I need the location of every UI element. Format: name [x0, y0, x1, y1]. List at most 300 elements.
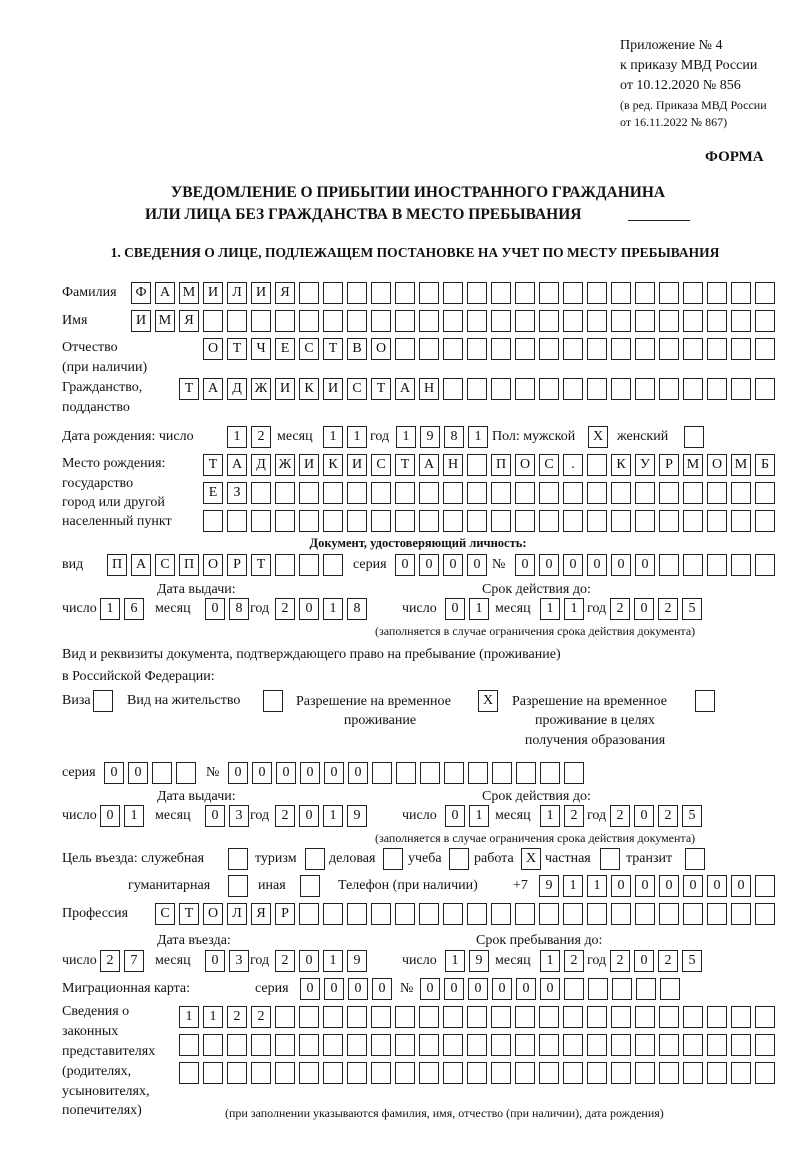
- char-box[interactable]: [539, 282, 559, 304]
- char-box[interactable]: [251, 482, 271, 504]
- trp-checkbox[interactable]: [478, 690, 502, 712]
- char-box[interactable]: [683, 1006, 703, 1028]
- char-box[interactable]: [659, 510, 679, 532]
- char-box[interactable]: [683, 378, 703, 400]
- char-box[interactable]: [659, 378, 679, 400]
- char-box[interactable]: 0: [324, 762, 344, 784]
- char-box[interactable]: [515, 903, 535, 925]
- char-box[interactable]: [563, 1034, 583, 1056]
- char-box[interactable]: [611, 1006, 631, 1028]
- char-box[interactable]: [515, 482, 535, 504]
- char-box[interactable]: [263, 690, 283, 712]
- char-box[interactable]: 0: [300, 978, 320, 1000]
- char-box[interactable]: [635, 1006, 655, 1028]
- char-box[interactable]: [491, 482, 511, 504]
- char-box[interactable]: 0: [443, 554, 463, 576]
- char-box[interactable]: [611, 510, 631, 532]
- char-box[interactable]: [755, 482, 775, 504]
- char-box[interactable]: [563, 1062, 583, 1084]
- residence-permit-checkbox[interactable]: [263, 690, 287, 712]
- dob-day-field[interactable]: [227, 426, 275, 448]
- char-box[interactable]: М: [155, 310, 175, 332]
- dob-month-field[interactable]: [323, 426, 371, 448]
- char-box[interactable]: [299, 510, 319, 532]
- char-box[interactable]: [611, 378, 631, 400]
- char-box[interactable]: [660, 978, 680, 1000]
- sex-female-checkbox[interactable]: [684, 426, 708, 448]
- char-box[interactable]: И: [251, 282, 271, 304]
- char-box[interactable]: Я: [251, 903, 271, 925]
- char-box[interactable]: Т: [251, 554, 271, 576]
- char-box[interactable]: [395, 903, 415, 925]
- char-box[interactable]: Я: [179, 310, 199, 332]
- char-box[interactable]: [539, 1062, 559, 1084]
- char-box[interactable]: [587, 482, 607, 504]
- char-box[interactable]: А: [131, 554, 151, 576]
- char-box[interactable]: И: [203, 282, 223, 304]
- char-box[interactable]: С: [155, 554, 175, 576]
- char-box[interactable]: [179, 1034, 199, 1056]
- char-box[interactable]: [444, 762, 464, 784]
- char-box[interactable]: [587, 310, 607, 332]
- char-box[interactable]: [93, 690, 113, 712]
- char-box[interactable]: [323, 903, 343, 925]
- char-box[interactable]: [299, 1034, 319, 1056]
- representatives-field-row3[interactable]: [179, 1062, 779, 1084]
- birthplace-field-row1[interactable]: [203, 454, 779, 476]
- char-box[interactable]: [275, 1006, 295, 1028]
- char-box[interactable]: 2: [275, 805, 295, 827]
- char-box[interactable]: 3: [229, 805, 249, 827]
- char-box[interactable]: [731, 510, 751, 532]
- char-box[interactable]: [419, 1062, 439, 1084]
- char-box[interactable]: И: [131, 310, 151, 332]
- char-box[interactable]: [419, 310, 439, 332]
- char-box[interactable]: [395, 510, 415, 532]
- char-box[interactable]: 1: [347, 426, 367, 448]
- char-box[interactable]: 0: [348, 762, 368, 784]
- char-box[interactable]: [731, 554, 751, 576]
- char-box[interactable]: [492, 762, 512, 784]
- char-box[interactable]: [731, 482, 751, 504]
- char-box[interactable]: Т: [371, 378, 391, 400]
- char-box[interactable]: 0: [634, 950, 654, 972]
- char-box[interactable]: 2: [658, 950, 678, 972]
- char-box[interactable]: 2: [100, 950, 120, 972]
- char-box[interactable]: 0: [445, 598, 465, 620]
- char-box[interactable]: [419, 338, 439, 360]
- char-box[interactable]: [515, 310, 535, 332]
- char-box[interactable]: 1: [587, 875, 607, 897]
- char-box[interactable]: 2: [658, 805, 678, 827]
- char-box[interactable]: [515, 282, 535, 304]
- char-box[interactable]: [707, 554, 727, 576]
- char-box[interactable]: [323, 310, 343, 332]
- char-box[interactable]: [755, 903, 775, 925]
- entry-month-field[interactable]: [205, 950, 253, 972]
- char-box[interactable]: [228, 848, 248, 870]
- char-box[interactable]: А: [203, 378, 223, 400]
- char-box[interactable]: [396, 762, 416, 784]
- purpose-humanitarian-checkbox[interactable]: [228, 875, 252, 897]
- char-box[interactable]: [611, 1034, 631, 1056]
- char-box[interactable]: X: [588, 426, 608, 448]
- char-box[interactable]: 2: [610, 598, 630, 620]
- char-box[interactable]: [203, 1034, 223, 1056]
- char-box[interactable]: О: [203, 903, 223, 925]
- citizenship-field[interactable]: [179, 378, 779, 400]
- char-box[interactable]: 5: [682, 950, 702, 972]
- until-month-field[interactable]: [540, 950, 588, 972]
- char-box[interactable]: [419, 282, 439, 304]
- char-box[interactable]: [611, 1062, 631, 1084]
- char-box[interactable]: [467, 1034, 487, 1056]
- char-box[interactable]: [323, 510, 343, 532]
- char-box[interactable]: 0: [324, 978, 344, 1000]
- char-box[interactable]: [755, 1006, 775, 1028]
- char-box[interactable]: [299, 903, 319, 925]
- char-box[interactable]: [540, 762, 560, 784]
- char-box[interactable]: [707, 903, 727, 925]
- char-box[interactable]: С: [371, 454, 391, 476]
- char-box[interactable]: [443, 338, 463, 360]
- char-box[interactable]: 0: [563, 554, 583, 576]
- char-box[interactable]: 9: [347, 950, 367, 972]
- char-box[interactable]: [539, 1006, 559, 1028]
- surname-field[interactable]: [131, 282, 779, 304]
- char-box[interactable]: [755, 1062, 775, 1084]
- char-box[interactable]: [467, 1062, 487, 1084]
- char-box[interactable]: [491, 378, 511, 400]
- char-box[interactable]: К: [299, 378, 319, 400]
- char-box[interactable]: 5: [682, 598, 702, 620]
- char-box[interactable]: [563, 338, 583, 360]
- char-box[interactable]: 1: [100, 598, 120, 620]
- char-box[interactable]: [227, 510, 247, 532]
- char-box[interactable]: 0: [634, 805, 654, 827]
- char-box[interactable]: Н: [419, 378, 439, 400]
- char-box[interactable]: [683, 1034, 703, 1056]
- char-box[interactable]: И: [347, 454, 367, 476]
- purpose-other-checkbox[interactable]: [300, 875, 324, 897]
- char-box[interactable]: А: [395, 378, 415, 400]
- char-box[interactable]: 8: [347, 598, 367, 620]
- dob-year-field[interactable]: [396, 426, 492, 448]
- char-box[interactable]: Т: [179, 903, 199, 925]
- char-box[interactable]: 6: [124, 598, 144, 620]
- char-box[interactable]: 2: [251, 426, 271, 448]
- char-box[interactable]: [683, 482, 703, 504]
- char-box[interactable]: [443, 1034, 463, 1056]
- char-box[interactable]: [707, 378, 727, 400]
- char-box[interactable]: [395, 310, 415, 332]
- char-box[interactable]: С: [299, 338, 319, 360]
- char-box[interactable]: [299, 482, 319, 504]
- char-box[interactable]: [755, 338, 775, 360]
- char-box[interactable]: X: [478, 690, 498, 712]
- char-box[interactable]: [755, 1034, 775, 1056]
- char-box[interactable]: Т: [203, 454, 223, 476]
- char-box[interactable]: [419, 903, 439, 925]
- char-box[interactable]: [467, 1006, 487, 1028]
- char-box[interactable]: 9: [347, 805, 367, 827]
- id-doc-number-field[interactable]: [515, 554, 779, 576]
- purpose-study-checkbox[interactable]: [449, 848, 473, 870]
- char-box[interactable]: [659, 1006, 679, 1028]
- char-box[interactable]: 0: [228, 762, 248, 784]
- char-box[interactable]: [685, 848, 705, 870]
- id-issue-month-field[interactable]: [205, 598, 253, 620]
- char-box[interactable]: М: [683, 454, 703, 476]
- char-box[interactable]: [152, 762, 172, 784]
- char-box[interactable]: [251, 1062, 271, 1084]
- char-box[interactable]: С: [155, 903, 175, 925]
- id-doc-series-field[interactable]: [395, 554, 491, 576]
- char-box[interactable]: 1: [227, 426, 247, 448]
- char-box[interactable]: [491, 1034, 511, 1056]
- char-box[interactable]: 1: [323, 598, 343, 620]
- char-box[interactable]: [371, 510, 391, 532]
- char-box[interactable]: [251, 310, 271, 332]
- char-box[interactable]: [491, 310, 511, 332]
- trp-edu-checkbox[interactable]: [695, 690, 719, 712]
- char-box[interactable]: [683, 338, 703, 360]
- char-box[interactable]: [227, 310, 247, 332]
- char-box[interactable]: [731, 1062, 751, 1084]
- char-box[interactable]: [371, 310, 391, 332]
- char-box[interactable]: [347, 1062, 367, 1084]
- char-box[interactable]: [299, 1006, 319, 1028]
- char-box[interactable]: [587, 454, 607, 476]
- entry-day-field[interactable]: [100, 950, 148, 972]
- char-box[interactable]: Б: [755, 454, 775, 476]
- stay-issue-year-field[interactable]: [275, 805, 371, 827]
- representatives-field-row2[interactable]: [179, 1034, 779, 1056]
- char-box[interactable]: [395, 1062, 415, 1084]
- char-box[interactable]: [275, 1034, 295, 1056]
- char-box[interactable]: [587, 282, 607, 304]
- id-valid-month-field[interactable]: [540, 598, 588, 620]
- phone-field[interactable]: [539, 875, 779, 897]
- char-box[interactable]: [659, 1062, 679, 1084]
- char-box[interactable]: 0: [128, 762, 148, 784]
- char-box[interactable]: [683, 510, 703, 532]
- char-box[interactable]: М: [731, 454, 751, 476]
- char-box[interactable]: О: [203, 554, 223, 576]
- char-box[interactable]: [539, 1034, 559, 1056]
- char-box[interactable]: [419, 482, 439, 504]
- char-box[interactable]: 9: [469, 950, 489, 972]
- char-box[interactable]: [731, 1006, 751, 1028]
- char-box[interactable]: [176, 762, 196, 784]
- visa-checkbox[interactable]: [93, 690, 117, 712]
- char-box[interactable]: 1: [323, 426, 343, 448]
- char-box[interactable]: 1: [203, 1006, 223, 1028]
- char-box[interactable]: 0: [444, 978, 464, 1000]
- stay-doc-series-field[interactable]: [104, 762, 200, 784]
- patronymic-field[interactable]: [203, 338, 779, 360]
- char-box[interactable]: [383, 848, 403, 870]
- char-box[interactable]: [635, 1034, 655, 1056]
- char-box[interactable]: [539, 510, 559, 532]
- char-box[interactable]: [515, 1034, 535, 1056]
- char-box[interactable]: 1: [540, 805, 560, 827]
- stay-doc-number-field[interactable]: [228, 762, 588, 784]
- char-box[interactable]: [635, 903, 655, 925]
- char-box[interactable]: X: [521, 848, 541, 870]
- char-box[interactable]: [443, 1006, 463, 1028]
- char-box[interactable]: [755, 554, 775, 576]
- char-box[interactable]: 1: [564, 598, 584, 620]
- id-valid-day-field[interactable]: [445, 598, 493, 620]
- char-box[interactable]: 0: [299, 598, 319, 620]
- char-box[interactable]: [491, 338, 511, 360]
- char-box[interactable]: [395, 338, 415, 360]
- char-box[interactable]: [372, 762, 392, 784]
- char-box[interactable]: [611, 482, 631, 504]
- char-box[interactable]: [491, 903, 511, 925]
- char-box[interactable]: Ф: [131, 282, 151, 304]
- char-box[interactable]: [443, 903, 463, 925]
- char-box[interactable]: [395, 282, 415, 304]
- char-box[interactable]: 0: [205, 598, 225, 620]
- char-box[interactable]: [443, 310, 463, 332]
- char-box[interactable]: 0: [540, 978, 560, 1000]
- char-box[interactable]: [707, 310, 727, 332]
- char-box[interactable]: Ж: [251, 378, 271, 400]
- char-box[interactable]: [683, 1062, 703, 1084]
- char-box[interactable]: 1: [396, 426, 416, 448]
- char-box[interactable]: [587, 510, 607, 532]
- char-box[interactable]: [491, 1006, 511, 1028]
- char-box[interactable]: К: [323, 454, 343, 476]
- char-box[interactable]: [695, 690, 715, 712]
- char-box[interactable]: И: [299, 454, 319, 476]
- char-box[interactable]: Т: [395, 454, 415, 476]
- until-year-field[interactable]: [610, 950, 706, 972]
- name-field[interactable]: [131, 310, 779, 332]
- char-box[interactable]: [539, 310, 559, 332]
- char-box[interactable]: 0: [300, 762, 320, 784]
- char-box[interactable]: [684, 426, 704, 448]
- char-box[interactable]: [731, 378, 751, 400]
- char-box[interactable]: 2: [275, 950, 295, 972]
- char-box[interactable]: [539, 338, 559, 360]
- char-box[interactable]: [635, 510, 655, 532]
- char-box[interactable]: А: [155, 282, 175, 304]
- char-box[interactable]: [683, 903, 703, 925]
- char-box[interactable]: [275, 310, 295, 332]
- char-box[interactable]: [467, 510, 487, 532]
- char-box[interactable]: Р: [275, 903, 295, 925]
- char-box[interactable]: [707, 1034, 727, 1056]
- char-box[interactable]: [371, 903, 391, 925]
- char-box[interactable]: [299, 282, 319, 304]
- char-box[interactable]: [635, 482, 655, 504]
- char-box[interactable]: О: [515, 454, 535, 476]
- char-box[interactable]: 9: [539, 875, 559, 897]
- char-box[interactable]: [251, 1034, 271, 1056]
- char-box[interactable]: 0: [395, 554, 415, 576]
- char-box[interactable]: [275, 482, 295, 504]
- char-box[interactable]: [587, 1062, 607, 1084]
- char-box[interactable]: 0: [348, 978, 368, 1000]
- migration-card-number-field[interactable]: [420, 978, 684, 1000]
- char-box[interactable]: [323, 1034, 343, 1056]
- char-box[interactable]: 5: [682, 805, 702, 827]
- char-box[interactable]: 2: [610, 805, 630, 827]
- char-box[interactable]: [491, 1062, 511, 1084]
- char-box[interactable]: 0: [515, 554, 535, 576]
- purpose-private-checkbox[interactable]: [600, 848, 624, 870]
- char-box[interactable]: [659, 282, 679, 304]
- char-box[interactable]: 0: [659, 875, 679, 897]
- char-box[interactable]: 0: [419, 554, 439, 576]
- char-box[interactable]: [659, 903, 679, 925]
- char-box[interactable]: [467, 454, 487, 476]
- char-box[interactable]: [587, 1034, 607, 1056]
- char-box[interactable]: Р: [227, 554, 247, 576]
- char-box[interactable]: [707, 1062, 727, 1084]
- char-box[interactable]: 1: [445, 950, 465, 972]
- char-box[interactable]: [347, 282, 367, 304]
- char-box[interactable]: А: [227, 454, 247, 476]
- char-box[interactable]: [563, 903, 583, 925]
- id-valid-year-field[interactable]: [610, 598, 706, 620]
- char-box[interactable]: 0: [635, 554, 655, 576]
- char-box[interactable]: [203, 1062, 223, 1084]
- char-box[interactable]: [683, 310, 703, 332]
- char-box[interactable]: 0: [516, 978, 536, 1000]
- char-box[interactable]: Я: [275, 282, 295, 304]
- char-box[interactable]: 0: [467, 554, 487, 576]
- char-box[interactable]: 8: [444, 426, 464, 448]
- char-box[interactable]: [659, 338, 679, 360]
- char-box[interactable]: 0: [299, 805, 319, 827]
- char-box[interactable]: [467, 903, 487, 925]
- char-box[interactable]: Ч: [251, 338, 271, 360]
- char-box[interactable]: [611, 310, 631, 332]
- char-box[interactable]: Л: [227, 903, 247, 925]
- char-box[interactable]: Т: [323, 338, 343, 360]
- char-box[interactable]: 1: [563, 875, 583, 897]
- char-box[interactable]: [323, 282, 343, 304]
- until-day-field[interactable]: [445, 950, 493, 972]
- char-box[interactable]: С: [347, 378, 367, 400]
- char-box[interactable]: [755, 282, 775, 304]
- char-box[interactable]: [659, 310, 679, 332]
- char-box[interactable]: [563, 482, 583, 504]
- char-box[interactable]: [371, 1034, 391, 1056]
- char-box[interactable]: [275, 554, 295, 576]
- char-box[interactable]: [587, 338, 607, 360]
- purpose-work-checkbox[interactable]: [521, 848, 545, 870]
- char-box[interactable]: [305, 848, 325, 870]
- char-box[interactable]: Т: [227, 338, 247, 360]
- char-box[interactable]: [563, 1006, 583, 1028]
- char-box[interactable]: 1: [540, 598, 560, 620]
- char-box[interactable]: [755, 378, 775, 400]
- char-box[interactable]: О: [203, 338, 223, 360]
- char-box[interactable]: [611, 338, 631, 360]
- char-box[interactable]: П: [179, 554, 199, 576]
- char-box[interactable]: [467, 378, 487, 400]
- char-box[interactable]: У: [635, 454, 655, 476]
- char-box[interactable]: [371, 1062, 391, 1084]
- char-box[interactable]: 0: [420, 978, 440, 1000]
- char-box[interactable]: [491, 510, 511, 532]
- char-box[interactable]: 0: [683, 875, 703, 897]
